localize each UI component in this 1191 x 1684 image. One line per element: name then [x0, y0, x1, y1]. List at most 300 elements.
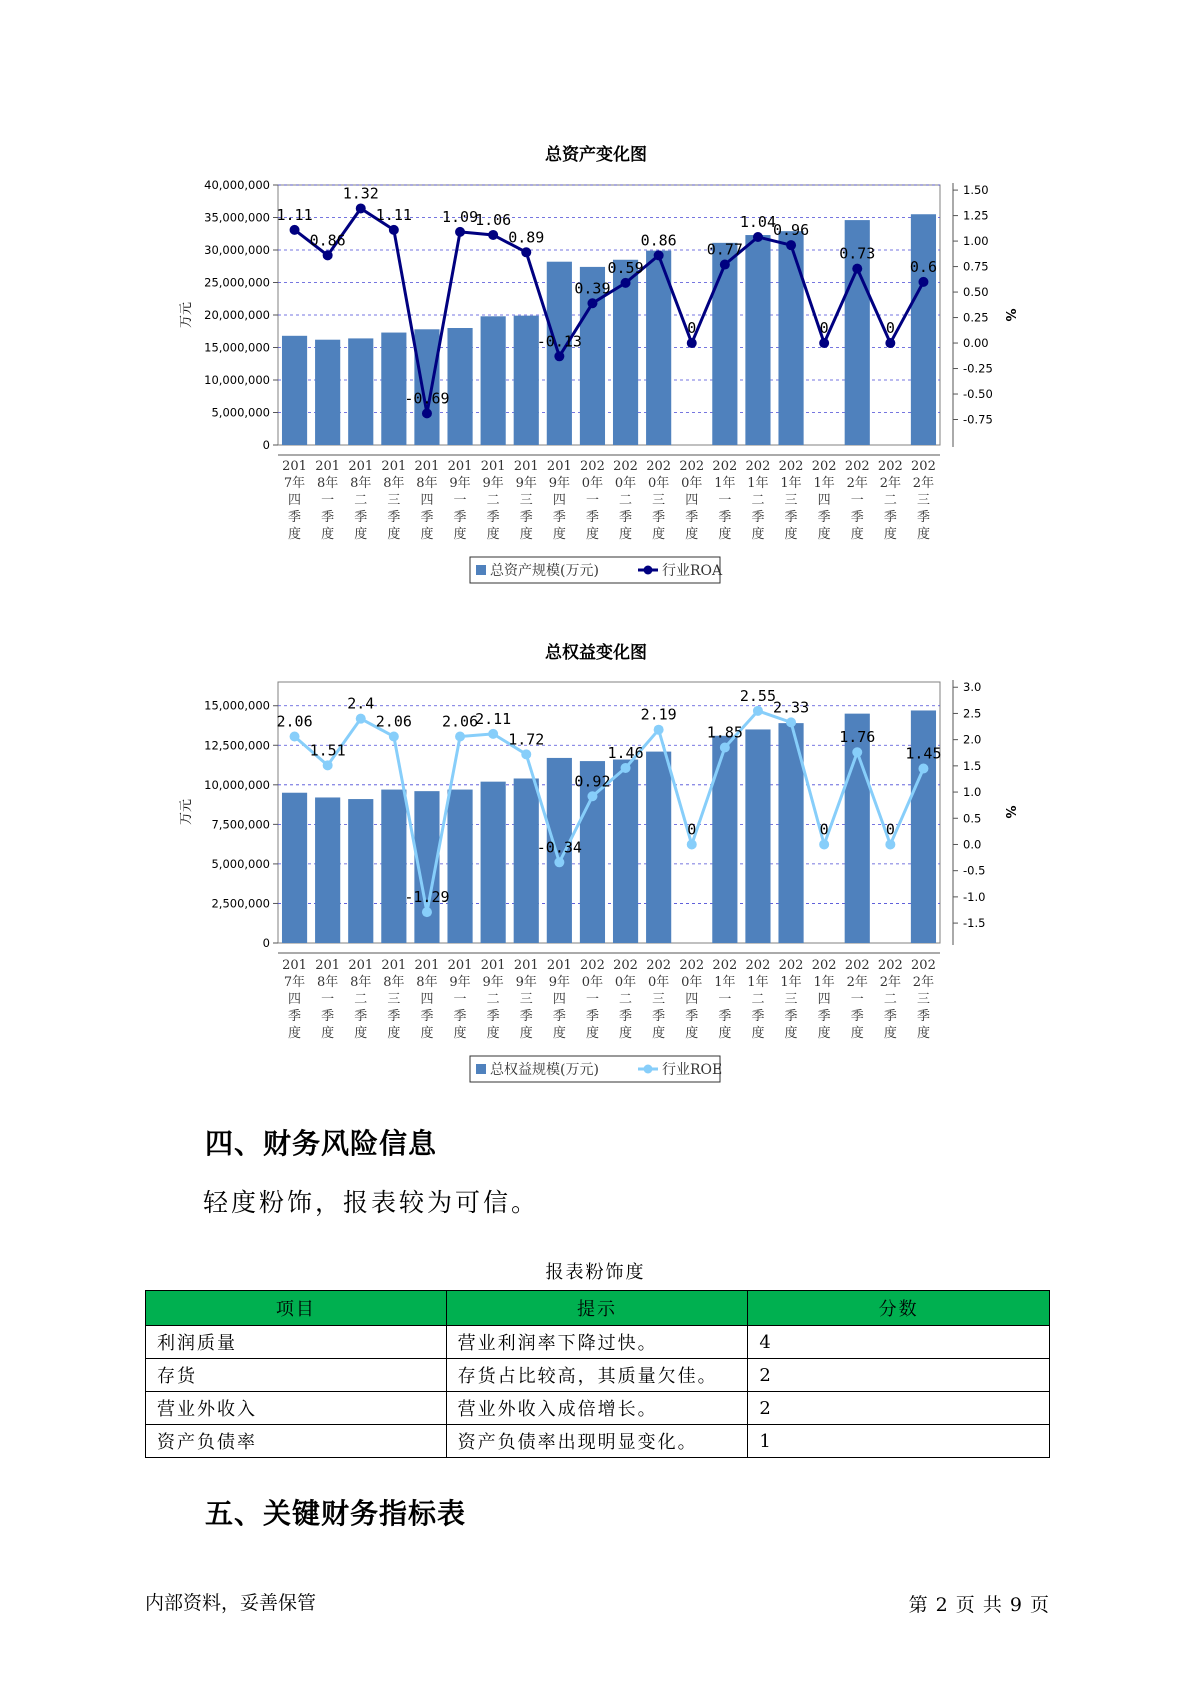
line-point [852, 747, 862, 757]
category-tick-label: 202 [911, 958, 936, 973]
category-tick-label: 1年 [813, 476, 835, 491]
table-caption: 报表粉饰度 [545, 1262, 646, 1283]
bar [481, 782, 506, 943]
category-tick-label: 9年 [449, 476, 471, 491]
category-tick-label: 度 [486, 527, 500, 542]
legend-swatch-point [644, 1065, 653, 1074]
right-tick-label: 1.00 [963, 234, 989, 249]
right-tick-label: 1.5 [963, 758, 982, 773]
category-tick-label: 度 [916, 527, 930, 542]
cell-hint: 资产负债率出现明显变化。 [446, 1425, 748, 1458]
data-label: 0.86 [309, 231, 346, 250]
category-tick-label: 201 [282, 459, 307, 474]
category-tick-label: 季 [288, 510, 302, 525]
category-tick-label: 2年 [912, 975, 935, 990]
bar [745, 729, 770, 943]
whitewash-table [145, 1290, 1050, 1458]
left-tick-label: 15,000,000 [204, 340, 270, 355]
category-tick-label: 1年 [813, 975, 835, 990]
category-tick-label: 0年 [681, 476, 703, 491]
category-tick-label: 8年 [416, 476, 438, 491]
cell-score: 1 [748, 1425, 1050, 1458]
data-label: 0.39 [574, 279, 611, 298]
data-label: 2.33 [772, 698, 810, 717]
section5-heading: 五、关键财务指标表 [205, 1497, 467, 1530]
right-tick-label: 3.0 [963, 680, 982, 695]
data-label: 1.09 [441, 207, 479, 226]
data-label: 1.06 [475, 210, 512, 229]
category-tick-label: 三 [519, 493, 533, 508]
category-tick-label: 度 [420, 527, 434, 542]
category-tick-label: 201 [480, 958, 506, 973]
category-tick-label: 季 [850, 1009, 864, 1024]
category-tick-label: 201 [513, 459, 539, 474]
bar [712, 736, 737, 943]
legend-label-line: 行业ROA [662, 563, 723, 579]
bar [646, 752, 671, 943]
category-tick-label: 三 [387, 493, 401, 508]
data-label: 0.86 [640, 231, 677, 250]
category-tick-label: 度 [519, 527, 533, 542]
category-tick-label: 202 [646, 958, 672, 973]
category-tick-label: 季 [585, 1009, 599, 1024]
category-tick-label: 0年 [581, 975, 604, 990]
category-tick-label: 二 [486, 992, 500, 1007]
line-point [819, 839, 829, 849]
category-tick-label: 度 [387, 1026, 401, 1041]
cell-item: 资产负债率 [146, 1425, 447, 1458]
category-tick-label: 度 [354, 1026, 368, 1041]
category-tick-label: 四 [288, 992, 302, 1007]
left-tick-label: 25,000,000 [204, 275, 270, 290]
line-point [554, 857, 564, 867]
category-tick-label: 二 [883, 493, 897, 508]
category-tick-label: 一 [453, 493, 467, 508]
category-tick-label: 季 [619, 510, 633, 525]
category-tick-label: 季 [817, 1009, 831, 1024]
category-tick-label: 202 [679, 958, 705, 973]
category-tick-label: 201 [546, 958, 572, 973]
data-label: 2.11 [475, 709, 512, 728]
right-tick-label: -1.5 [963, 916, 986, 931]
category-tick-label: 度 [685, 527, 699, 542]
category-tick-label: 季 [288, 1009, 302, 1024]
category-tick-label: 202 [745, 958, 771, 973]
category-tick-label: 季 [652, 1009, 666, 1024]
header-score: 分数 [748, 1291, 1050, 1326]
category-tick-label: 季 [354, 1009, 368, 1024]
category-tick-label: 季 [850, 510, 864, 525]
category-tick-label: 三 [916, 493, 930, 508]
category-tick-label: 二 [354, 992, 368, 1007]
category-tick-label: 度 [321, 1026, 335, 1041]
category-tick-label: 季 [916, 1009, 930, 1024]
right-tick-label: 1.50 [963, 183, 989, 198]
left-tick-label: 10,000,000 [204, 777, 270, 792]
footer-confidential: 内部资料，妥善保管 [145, 1592, 317, 1614]
data-label: 1.72 [508, 730, 545, 749]
category-tick-label: 202 [613, 958, 638, 973]
category-tick-label: 季 [784, 510, 798, 525]
legend-label-bar: 总权益规模(万元) [490, 1062, 599, 1078]
data-label: 2.06 [441, 712, 479, 731]
category-tick-label: 季 [619, 1009, 633, 1024]
legend-swatch-bar [476, 1064, 486, 1074]
category-tick-label: 季 [453, 1009, 467, 1024]
line-point [753, 706, 763, 716]
category-tick-label: 季 [387, 510, 401, 525]
line-point [621, 763, 631, 773]
category-tick-label: 9年 [482, 476, 504, 491]
data-label: 1.45 [905, 744, 942, 763]
category-tick-label: 度 [784, 1026, 798, 1041]
line-point [587, 791, 597, 801]
right-tick-label: 1.0 [963, 785, 982, 800]
data-label: 0.73 [839, 244, 876, 263]
category-tick-label: 度 [453, 527, 467, 542]
category-tick-label: 三 [784, 992, 798, 1007]
category-tick-label: 202 [778, 459, 804, 474]
data-label: 1.11 [375, 205, 412, 224]
data-label: 1.76 [839, 728, 876, 747]
line-point [290, 732, 300, 742]
category-tick-label: 度 [652, 527, 666, 542]
category-tick-label: 二 [354, 493, 368, 508]
category-tick-label: 季 [486, 1009, 500, 1024]
table-row [146, 1392, 1050, 1425]
cell-item: 存货 [146, 1359, 447, 1392]
category-tick-label: 度 [585, 1026, 599, 1041]
category-tick-label: 季 [718, 510, 732, 525]
line-point [488, 729, 498, 739]
cell-item: 营业外收入 [146, 1392, 447, 1425]
chart-title: 总权益变化图 [545, 643, 647, 663]
cell-score: 2 [748, 1392, 1050, 1425]
category-tick-label: 0年 [614, 975, 637, 990]
category-tick-label: 202 [613, 459, 638, 474]
category-tick-label: 8年 [350, 975, 372, 990]
data-label: 0.92 [574, 772, 611, 791]
left-tick-label: 15,000,000 [204, 698, 270, 713]
left-tick-label: 20,000,000 [204, 308, 270, 322]
bar [348, 799, 373, 943]
category-tick-label: 201 [381, 459, 407, 474]
category-tick-label: 度 [585, 527, 599, 542]
category-tick-label: 201 [447, 958, 473, 973]
category-tick-label: 8年 [383, 476, 405, 491]
data-label: 0 [687, 820, 697, 839]
category-tick-label: 二 [751, 493, 765, 508]
bar [282, 793, 307, 943]
category-tick-label: 季 [420, 1009, 434, 1024]
data-label: 2.55 [739, 686, 777, 705]
category-tick-label: 二 [619, 992, 633, 1007]
category-tick-label: 201 [414, 958, 440, 973]
category-tick-label: 201 [480, 459, 506, 474]
cell-hint: 营业利润率下降过快。 [446, 1326, 748, 1359]
category-tick-label: 季 [354, 510, 368, 525]
category-tick-label: 季 [387, 1009, 401, 1024]
category-tick-label: 201 [348, 958, 374, 973]
category-tick-label: 9年 [548, 975, 570, 990]
category-tick-label: 度 [916, 1026, 930, 1041]
right-tick-label: 2.5 [963, 706, 982, 721]
category-tick-label: 7年 [283, 975, 306, 990]
category-tick-label: 202 [844, 459, 870, 474]
data-label: 1.11 [276, 205, 313, 224]
right-tick-label: -0.5 [963, 863, 986, 878]
right-tick-label: 0.00 [963, 336, 989, 351]
bar [447, 790, 472, 943]
category-tick-label: 1年 [747, 975, 769, 990]
left-tick-label: 5,000,000 [211, 856, 270, 871]
category-tick-label: 三 [652, 992, 666, 1007]
category-tick-label: 季 [486, 510, 500, 525]
line-point [356, 714, 366, 724]
category-tick-label: 季 [751, 510, 765, 525]
category-tick-label: 8年 [383, 975, 405, 990]
category-tick-label: 2年 [879, 476, 901, 491]
category-tick-label: 2年 [879, 975, 901, 990]
category-tick-label: 三 [519, 992, 533, 1007]
category-tick-label: 度 [552, 1026, 566, 1041]
line-point [885, 839, 895, 849]
category-tick-label: 一 [321, 493, 335, 508]
table-row [146, 1425, 1050, 1458]
data-label: 0.89 [508, 228, 545, 247]
category-tick-label: 季 [883, 1009, 897, 1024]
category-tick-label: 四 [420, 493, 434, 508]
category-tick-label: 四 [685, 992, 699, 1007]
category-tick-label: 202 [811, 459, 837, 474]
category-tick-label: 201 [546, 459, 572, 474]
category-tick-label: 1年 [747, 476, 769, 491]
right-tick-label: 1.25 [963, 208, 989, 223]
left-tick-label: 12,500,000 [204, 738, 270, 753]
bar [315, 797, 340, 943]
category-tick-label: 度 [751, 1026, 765, 1041]
category-tick-label: 四 [817, 992, 831, 1007]
category-tick-label: 季 [685, 1009, 699, 1024]
category-tick-label: 二 [883, 992, 897, 1007]
line-point [389, 732, 399, 742]
category-tick-label: 9年 [515, 476, 537, 491]
data-label: 2.06 [375, 712, 412, 731]
category-tick-label: 一 [850, 493, 864, 508]
left-tick-label: 0 [262, 438, 270, 452]
category-tick-label: 0年 [681, 975, 703, 990]
category-tick-label: 202 [712, 459, 738, 474]
category-tick-label: 202 [877, 958, 903, 973]
chart-title: 总资产变化图 [545, 145, 647, 165]
line-point [654, 725, 664, 735]
header-hint: 提示 [446, 1291, 748, 1326]
category-tick-label: 201 [381, 958, 407, 973]
category-tick-label: 度 [420, 1026, 434, 1041]
category-tick-label: 201 [282, 958, 307, 973]
category-tick-label: 8年 [317, 476, 339, 491]
data-label: -1.29 [404, 888, 450, 907]
category-tick-label: 三 [916, 992, 930, 1007]
data-label: 1.04 [739, 213, 777, 231]
category-tick-label: 度 [784, 527, 798, 542]
right-tick-label: 0.50 [963, 285, 989, 300]
category-tick-label: 四 [552, 493, 566, 508]
category-tick-label: 度 [453, 1026, 467, 1041]
category-tick-label: 度 [486, 1026, 500, 1041]
left-tick-label: 5,000,000 [211, 405, 270, 420]
category-tick-label: 度 [387, 527, 401, 542]
category-tick-label: 四 [288, 493, 302, 508]
right-tick-label: -0.75 [963, 412, 993, 427]
category-tick-label: 202 [911, 459, 936, 474]
category-tick-label: 202 [712, 958, 738, 973]
category-tick-label: 2年 [912, 476, 935, 491]
data-label: 1.85 [706, 723, 743, 742]
right-tick-label: 0.0 [963, 837, 982, 852]
category-tick-label: 季 [883, 510, 897, 525]
category-tick-label: 9年 [515, 975, 537, 990]
category-tick-label: 0年 [648, 975, 670, 990]
category-tick-label: 1年 [714, 476, 736, 491]
header-item: 项目 [146, 1291, 447, 1326]
line-point [786, 717, 796, 727]
bar [613, 760, 638, 943]
line-point [687, 839, 697, 849]
category-tick-label: 0年 [581, 476, 604, 491]
cell-score: 4 [748, 1326, 1050, 1359]
category-tick-label: 季 [685, 510, 699, 525]
category-tick-label: 一 [718, 992, 732, 1007]
category-tick-label: 度 [751, 527, 765, 542]
table-header-row [146, 1291, 1050, 1326]
right-tick-label: -0.50 [963, 387, 993, 402]
category-tick-label: 2年 [846, 975, 868, 990]
table-row [146, 1326, 1050, 1359]
data-label: -0.69 [404, 389, 450, 408]
section4-heading: 四、财务风险信息 [205, 1127, 438, 1160]
category-tick-label: 7年 [283, 476, 306, 491]
category-tick-label: 度 [817, 527, 831, 542]
category-tick-label: 一 [585, 493, 599, 508]
right-tick-label: -1.0 [963, 889, 986, 904]
data-label: 0 [885, 319, 895, 338]
category-tick-label: 0年 [614, 476, 637, 491]
right-tick-label: -0.25 [963, 361, 993, 376]
category-tick-label: 202 [580, 958, 605, 973]
category-tick-label: 度 [817, 1026, 831, 1041]
category-tick-label: 201 [348, 459, 374, 474]
line-point [521, 749, 531, 759]
category-tick-label: 202 [580, 459, 605, 474]
left-tick-label: 7,500,000 [211, 817, 270, 832]
category-tick-label: 201 [315, 958, 341, 973]
line-point [720, 743, 730, 753]
data-label: 2.06 [276, 712, 313, 731]
category-tick-label: 度 [883, 527, 897, 542]
left-tick-label: 2,500,000 [211, 896, 270, 911]
legend-label-line: 行业ROE [662, 1062, 723, 1078]
category-tick-label: 三 [652, 493, 666, 508]
category-tick-label: 9年 [482, 975, 504, 990]
footer-page-number: 第 2 页 共 9 页 [908, 1594, 1050, 1616]
category-tick-label: 201 [513, 958, 539, 973]
category-tick-label: 度 [519, 1026, 533, 1041]
category-tick-label: 二 [619, 493, 633, 508]
category-tick-label: 二 [751, 992, 765, 1007]
category-tick-label: 季 [652, 510, 666, 525]
category-tick-label: 度 [850, 1026, 864, 1041]
left-tick-label: 10,000,000 [204, 373, 270, 387]
category-tick-label: 0年 [648, 476, 670, 491]
category-tick-label: 201 [315, 459, 341, 474]
right-axis-title: % [1002, 308, 1017, 322]
category-tick-label: 度 [552, 527, 566, 542]
category-tick-label: 一 [718, 493, 732, 508]
category-tick-label: 季 [519, 510, 533, 525]
cell-item: 利润质量 [146, 1326, 447, 1359]
category-tick-label: 度 [652, 1026, 666, 1041]
left-tick-label: 35,000,000 [204, 210, 270, 225]
bar [514, 778, 539, 943]
data-label: 0 [687, 319, 697, 338]
risk-summary-paragraph: 轻度粉饰，报表较为可信。 [203, 1188, 540, 1217]
left-axis-title: 万元 [179, 301, 194, 329]
left-tick-label: 30,000,000 [204, 243, 270, 257]
category-tick-label: 季 [321, 510, 335, 525]
category-tick-label: 度 [288, 527, 302, 542]
category-tick-label: 季 [916, 510, 930, 525]
category-tick-label: 一 [585, 992, 599, 1007]
category-tick-label: 四 [817, 493, 831, 508]
category-tick-label: 202 [877, 459, 903, 474]
line-point [422, 907, 432, 917]
data-label: 1.51 [309, 741, 346, 760]
left-tick-label: 0 [262, 936, 270, 950]
data-label: 0 [885, 820, 895, 839]
category-tick-label: 度 [718, 527, 732, 542]
category-tick-label: 9年 [449, 975, 471, 990]
category-tick-label: 季 [519, 1009, 533, 1024]
right-axis-title: % [1002, 805, 1017, 819]
line-point [918, 763, 928, 773]
category-tick-label: 一 [453, 992, 467, 1007]
data-label: 2.19 [640, 705, 677, 724]
right-tick-label: 0.25 [963, 310, 989, 325]
category-tick-label: 二 [486, 493, 500, 508]
category-tick-label: 季 [817, 510, 831, 525]
category-tick-label: 202 [844, 958, 870, 973]
category-tick-label: 202 [646, 459, 672, 474]
category-tick-label: 一 [850, 992, 864, 1007]
data-label: 0 [819, 319, 829, 338]
line-point [323, 760, 333, 770]
category-tick-label: 三 [784, 493, 798, 508]
category-tick-label: 季 [585, 510, 599, 525]
category-tick-label: 度 [321, 527, 335, 542]
category-tick-label: 8年 [317, 975, 339, 990]
category-tick-label: 季 [718, 1009, 732, 1024]
category-tick-label: 季 [321, 1009, 335, 1024]
category-tick-label: 202 [745, 459, 771, 474]
data-label: 1.32 [342, 184, 379, 203]
data-label: 0.59 [607, 258, 644, 277]
category-tick-label: 季 [784, 1009, 798, 1024]
line-point [455, 732, 465, 742]
legend-label-bar: 总资产规模(万元) [490, 563, 599, 579]
category-tick-label: 季 [552, 510, 566, 525]
category-tick-label: 1年 [714, 975, 736, 990]
